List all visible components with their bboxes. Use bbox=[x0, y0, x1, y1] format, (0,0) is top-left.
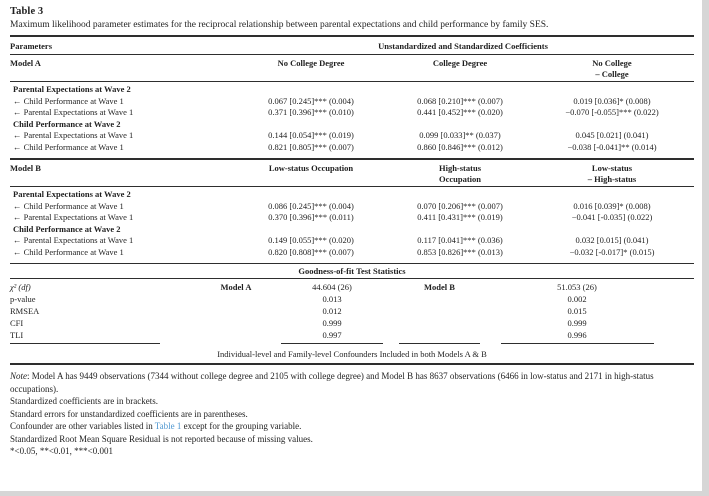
table-row: Child Performance at Wave 2 bbox=[13, 223, 121, 234]
table-row: ← Parental Expectations at Wave 1 0.149 [0.055]*** (0.020) 0.117 [0.041]*** (0.036) 0.032 [0.015] (0.041) bbox=[10, 235, 694, 247]
coef-cell: 0.016 [0.039]* (0.008) bbox=[573, 200, 651, 211]
note-line-4: Confounder are other variables listed in Table 1 except for the grouping variable. bbox=[10, 421, 302, 431]
fit-value-a: 0.997 bbox=[322, 330, 342, 340]
table-row: Child Performance at Wave 2 bbox=[13, 118, 121, 129]
fit-value-b: 51.053 (26) bbox=[557, 282, 597, 292]
fit-value-a: 44.604 (26) bbox=[312, 282, 352, 292]
fit-row: p-value 0.013 0.002 bbox=[10, 293, 694, 305]
coef-cell: 0.086 [0.245]*** (0.004) bbox=[268, 200, 354, 211]
model-a-col-3: No College – College bbox=[592, 58, 632, 79]
coef-cell: −0.070 [-0.055]*** (0.022) bbox=[565, 107, 659, 117]
fit-value-b: 0.015 bbox=[567, 306, 587, 316]
coef-cell: 0.371 [0.396]*** (0.010) bbox=[268, 107, 354, 117]
coef-cell: 0.860 [0.846]*** (0.012) bbox=[417, 141, 503, 152]
table-caption: Maximum likelihood parameter estimates for the reciprocal relationship between parental expectations and child performance by family SES. bbox=[10, 20, 549, 30]
table-notes bbox=[10, 370, 694, 458]
coef-cell: −0.038 [-0.041]** (0.014) bbox=[567, 141, 657, 152]
fit-row: CFI 0.999 0.999 bbox=[10, 317, 694, 329]
table-rule bbox=[399, 343, 480, 344]
model-a-header-row bbox=[10, 55, 694, 81]
table-number: Table 3 bbox=[10, 6, 44, 17]
header-parameters: Parameters bbox=[10, 41, 53, 51]
table-row: Parental Expectations at Wave 2 bbox=[13, 189, 131, 199]
window-edge-bottom bbox=[0, 491, 709, 496]
fit-statistics bbox=[10, 279, 694, 342]
table-row: ← Parental Expectations at Wave 1 0.371 [0.396]*** (0.010) 0.441 [0.452]*** (0.020) −0.070 [-0.055]*** (0.022) bbox=[10, 107, 694, 119]
fit-value-b: 0.999 bbox=[567, 318, 587, 328]
fit-row: TLI 0.997 0.996 bbox=[10, 329, 694, 341]
coef-cell: 0.032 [0.015] (0.041) bbox=[575, 235, 649, 245]
coef-cell: 0.441 [0.452]*** (0.020) bbox=[417, 107, 503, 117]
fit-value-b: 0.996 bbox=[567, 330, 587, 340]
coef-cell: 0.067 [0.245]*** (0.004) bbox=[268, 95, 354, 106]
table-row: ← Child Performance at Wave 1 0.086 [0.245]*** (0.004) 0.070 [0.206]*** (0.007) 0.016 [0.039]* (0.008) bbox=[10, 201, 694, 213]
coef-cell: 0.045 [0.021] (0.041) bbox=[575, 130, 649, 140]
fit-row: χ² (df) Model A 44.604 (26) Model B 51.053 (26) bbox=[10, 281, 694, 293]
fit-value-a: 0.999 bbox=[322, 318, 342, 328]
header-coefficients: Unstandardized and Standardized Coefficients bbox=[378, 41, 548, 51]
table-rule bbox=[281, 343, 383, 344]
table-rule bbox=[501, 343, 654, 344]
note-line-1: Note: Model A has 9449 observations (7344 without college degree and 2105 with college degree) and Model B has 8637 observations (6466 in low-status and 2171 in high-status occupations). bbox=[10, 371, 654, 394]
table-row: ← Child Performance at Wave 1 0.820 [0.808]*** (0.007) 0.853 [0.826]*** (0.013) −0.032 [-0.017]* (0.015) bbox=[10, 247, 694, 259]
table-row: ← Child Performance at Wave 1 0.821 [0.805]*** (0.007) 0.860 [0.846]*** (0.012) −0.038 [-0.041]** (0.014) bbox=[10, 142, 694, 154]
coef-cell: 0.070 [0.206]*** (0.007) bbox=[417, 200, 503, 211]
model-a-body bbox=[10, 82, 694, 156]
model-b-header-row bbox=[10, 160, 694, 186]
note-line-5: Standardized Root Mean Square Residual is not reported because of missing values. bbox=[10, 433, 313, 444]
table-header-row bbox=[10, 37, 694, 54]
coef-cell: 0.068 [0.210]*** (0.007) bbox=[417, 95, 503, 106]
model-b-body bbox=[10, 187, 694, 261]
table-row: Parental Expectations at Wave 2 bbox=[13, 84, 131, 94]
model-b-col-1: Low-status Occupation bbox=[268, 163, 354, 173]
model-b-label: Model B bbox=[10, 163, 41, 173]
table-row: ← Parental Expectations at Wave 1 0.144 [0.054]*** (0.019) 0.099 [0.033]** (0.037) 0.045 [0.021] (0.041) bbox=[10, 130, 694, 142]
note-line-3: Standard errors for unstandardized coefficients are in parentheses. bbox=[10, 408, 248, 419]
model-b-col-3: Low-status – High-status bbox=[587, 163, 637, 184]
model-a-col-2: College Degree bbox=[432, 58, 488, 68]
table-rule bbox=[10, 363, 694, 365]
window-edge-right bbox=[702, 0, 709, 496]
table-rule bbox=[10, 343, 160, 344]
coef-cell: 0.821 [0.805]*** (0.007) bbox=[268, 141, 354, 152]
note-line-2: Standardized coefficients are in brackets. bbox=[10, 396, 159, 406]
fit-value-a: 0.012 bbox=[322, 306, 342, 316]
table-1-link[interactable]: Table 1 bbox=[154, 421, 182, 431]
significance-legend: *<0.05, **<0.01, ***<0.001 bbox=[10, 446, 113, 456]
confounders-note: Individual-level and Family-level Confounders Included in both Models A & B bbox=[217, 349, 487, 359]
fit-model-b-label: Model B bbox=[424, 282, 455, 292]
fit-row: RMSEA 0.012 0.015 bbox=[10, 305, 694, 317]
partial-rules bbox=[10, 343, 694, 347]
table-row: ← Parental Expectations at Wave 1 0.370 [0.396]*** (0.011) 0.411 [0.431]*** (0.019) −0.041 [-0.035] (0.022) bbox=[10, 212, 694, 224]
fit-value-a: 0.013 bbox=[322, 294, 342, 304]
coef-cell: 0.853 [0.826]*** (0.013) bbox=[417, 246, 503, 257]
model-a-col-1: No College Degree bbox=[277, 58, 345, 68]
fit-value-b: 0.002 bbox=[567, 294, 587, 304]
coef-cell: 0.144 [0.054]*** (0.019) bbox=[268, 130, 354, 140]
coef-cell: 0.411 [0.431]*** (0.019) bbox=[417, 212, 503, 222]
coef-cell: −0.032 [-0.017]* (0.015) bbox=[569, 246, 655, 257]
coef-cell: 0.149 [0.055]*** (0.020) bbox=[268, 235, 354, 245]
coef-cell: 0.019 [0.036]* (0.008) bbox=[573, 95, 651, 106]
fit-section-heading: Goodness-of-fit Test Statistics bbox=[298, 266, 406, 276]
coef-cell: 0.820 [0.808]*** (0.007) bbox=[268, 246, 354, 257]
table-row: ← Child Performance at Wave 1 0.067 [0.245]*** (0.004) 0.068 [0.210]*** (0.007) 0.019 [0.036]* (0.008) bbox=[10, 96, 694, 108]
coef-cell: 0.370 [0.396]*** (0.011) bbox=[268, 212, 354, 222]
model-b-col-2: High-status Occupation bbox=[438, 163, 482, 184]
fit-model-a-label: Model A bbox=[220, 282, 252, 292]
coef-cell: 0.099 [0.033]** (0.037) bbox=[419, 130, 501, 140]
coef-cell: 0.117 [0.041]*** (0.036) bbox=[417, 235, 503, 245]
model-a-label: Model A bbox=[10, 58, 41, 68]
coef-cell: −0.041 [-0.035] (0.022) bbox=[571, 212, 653, 222]
